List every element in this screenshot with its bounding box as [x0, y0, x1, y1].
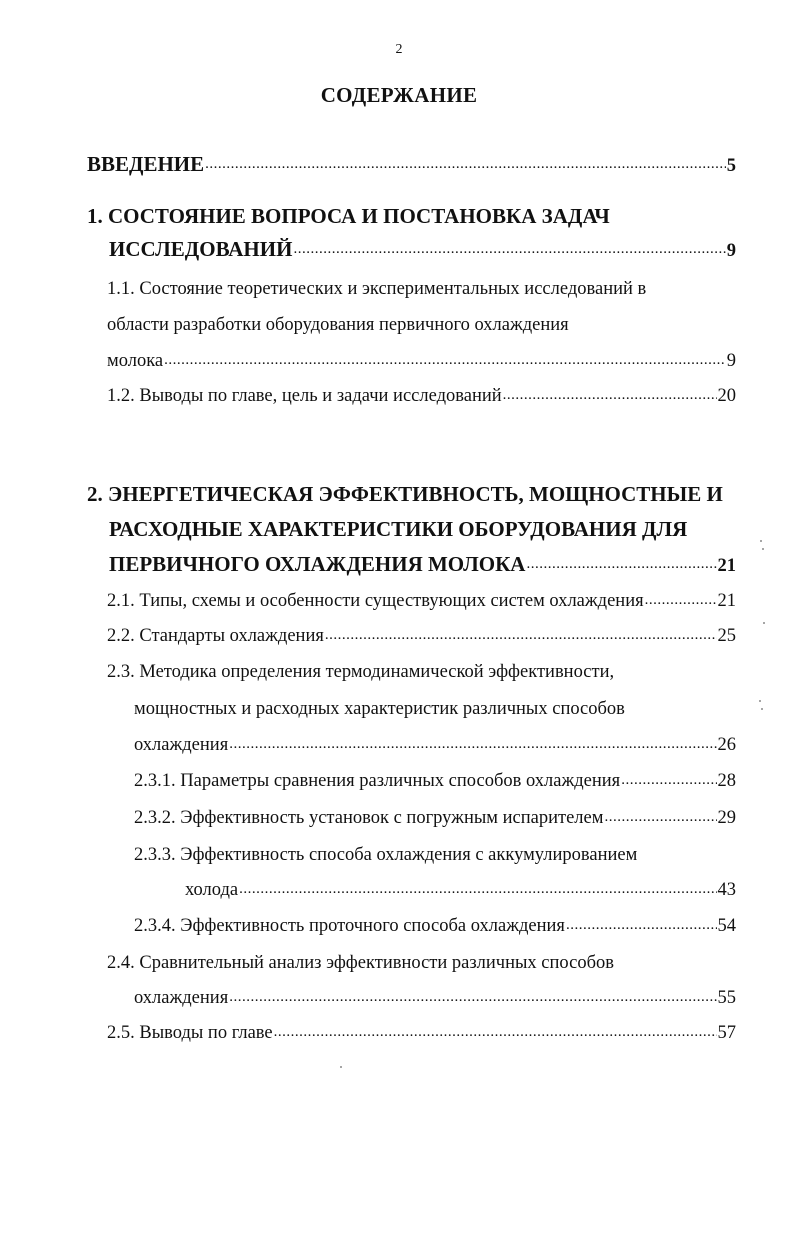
toc-chapter-1-line-2: ИССЛЕДОВАНИЙ — [109, 237, 293, 261]
toc-section-2-1-text: 2.1. Типы, схемы и особенности существующих систем охлаждения — [107, 591, 644, 611]
toc-section-2-2-text: 2.2. Стандарты охлаждения — [107, 626, 324, 646]
dot-leader — [229, 990, 716, 1005]
toc-section-2-3 — [134, 736, 736, 755]
scan-speck — [762, 548, 764, 550]
dot-leader — [566, 918, 717, 933]
toc-section-2-5 — [107, 1024, 736, 1043]
toc-chapter-1 — [109, 239, 736, 260]
toc-section-2-3-1 — [134, 772, 736, 791]
toc-section-2-3-4-page: 54 — [717, 916, 736, 936]
toc-section-2-1 — [107, 592, 736, 611]
toc-section-2-3-page: 26 — [717, 735, 736, 755]
dot-leader — [621, 773, 716, 788]
toc-section-1-1-line-2: области разработки оборудования первичного охлаждения — [107, 315, 569, 335]
page-number: 2 — [395, 42, 403, 57]
toc-section-2-3-2-page: 29 — [717, 808, 736, 828]
toc-section-1-2-text: 1.2. Выводы по главе, цель и задачи исследований — [107, 386, 502, 406]
toc-entry-intro — [87, 154, 736, 175]
toc-chapter-1-line-1: 1. СОСТОЯНИЕ ВОПРОСА И ПОСТАНОВКА ЗАДАЧ — [87, 204, 610, 228]
toc-section-2-2-page: 25 — [717, 626, 736, 646]
toc-section-1-2 — [107, 387, 736, 406]
toc-entry-intro-text: ВВЕДЕНИЕ — [87, 152, 205, 176]
toc-section-1-1-line-1: 1.1. Состояние теоретических и экспериментальных исследований в — [107, 279, 647, 299]
toc-entry-intro-page: 5 — [726, 155, 736, 176]
toc-section-2-2 — [107, 627, 736, 646]
dot-leader — [239, 882, 716, 897]
dot-leader — [164, 353, 726, 368]
dot-leader — [205, 157, 726, 172]
dot-leader — [604, 810, 716, 825]
toc-section-2-5-page: 57 — [717, 1023, 736, 1043]
scan-speck — [760, 540, 762, 542]
toc-section-2-3-2-text: 2.3.2. Эффективность установок с погружным испарителем — [134, 808, 604, 828]
toc-section-2-3-1-page: 28 — [717, 771, 736, 791]
toc-chapter-1-page: 9 — [726, 240, 736, 261]
toc-chapter-2-line-3: ПЕРВИЧНОГО ОХЛАЖДЕНИЯ МОЛОКА — [109, 552, 526, 576]
toc-chapter-2-page: 21 — [717, 555, 736, 576]
toc-section-2-3-line-2: мощностных и расходных характеристик различных способов — [134, 699, 625, 719]
toc-chapter-2-line-2: РАСХОДНЫЕ ХАРАКТЕРИСТИКИ ОБОРУДОВАНИЯ ДЛЯ — [109, 517, 688, 541]
toc-section-2-3-4-text: 2.3.4. Эффективность проточного способа охлаждения — [134, 916, 565, 936]
toc-section-1-1-line-3: молока — [107, 351, 164, 371]
toc-section-2-3-3-line-2: холода — [185, 880, 239, 900]
dot-leader — [526, 557, 716, 572]
toc-section-1-2-page: 20 — [717, 386, 736, 406]
scan-speck — [761, 708, 763, 710]
toc-section-2-3-line-3: охлаждения — [134, 735, 229, 755]
dot-leader — [229, 737, 716, 752]
toc-section-2-5-text: 2.5. Выводы по главе — [107, 1023, 273, 1043]
toc-section-2-3-1-text: 2.3.1. Параметры сравнения различных способов охлаждения — [134, 771, 621, 791]
toc-section-2-3-3 — [185, 881, 736, 900]
dot-leader — [274, 1025, 717, 1040]
scan-speck — [763, 622, 765, 624]
toc-section-2-3-4 — [134, 917, 736, 936]
scan-speck — [759, 700, 761, 702]
toc-section-2-1-page: 21 — [717, 591, 736, 611]
toc-section-2-4 — [134, 989, 736, 1008]
toc-section-1-1-page: 9 — [726, 351, 736, 371]
toc-section-1-1 — [107, 352, 736, 371]
dot-leader — [293, 242, 725, 257]
toc-section-2-3-3-page: 43 — [717, 880, 736, 900]
toc-section-2-4-line-1: 2.4. Сравнительный анализ эффективности различных способов — [107, 953, 614, 973]
toc-section-2-4-page: 55 — [717, 988, 736, 1008]
toc-section-2-4-line-2: охлаждения — [134, 988, 229, 1008]
toc-section-2-3-3-line-1: 2.3.3. Эффективность способа охлаждения с аккумулированием — [134, 845, 638, 865]
toc-chapter-2-line-1: 2. ЭНЕРГЕТИЧЕСКАЯ ЭФФЕКТИВНОСТЬ, МОЩНОСТНЫЕ И — [87, 482, 723, 506]
toc-section-2-3-line-1: 2.3. Методика определения термодинамической эффективности, — [107, 662, 615, 682]
dot-leader — [325, 628, 717, 643]
page-title: СОДЕРЖАНИЕ — [320, 83, 478, 107]
toc-chapter-2 — [109, 554, 736, 575]
toc-section-2-3-2 — [134, 809, 736, 828]
dot-leader — [645, 593, 717, 608]
scan-speck — [340, 1066, 342, 1068]
dot-leader — [503, 388, 717, 403]
